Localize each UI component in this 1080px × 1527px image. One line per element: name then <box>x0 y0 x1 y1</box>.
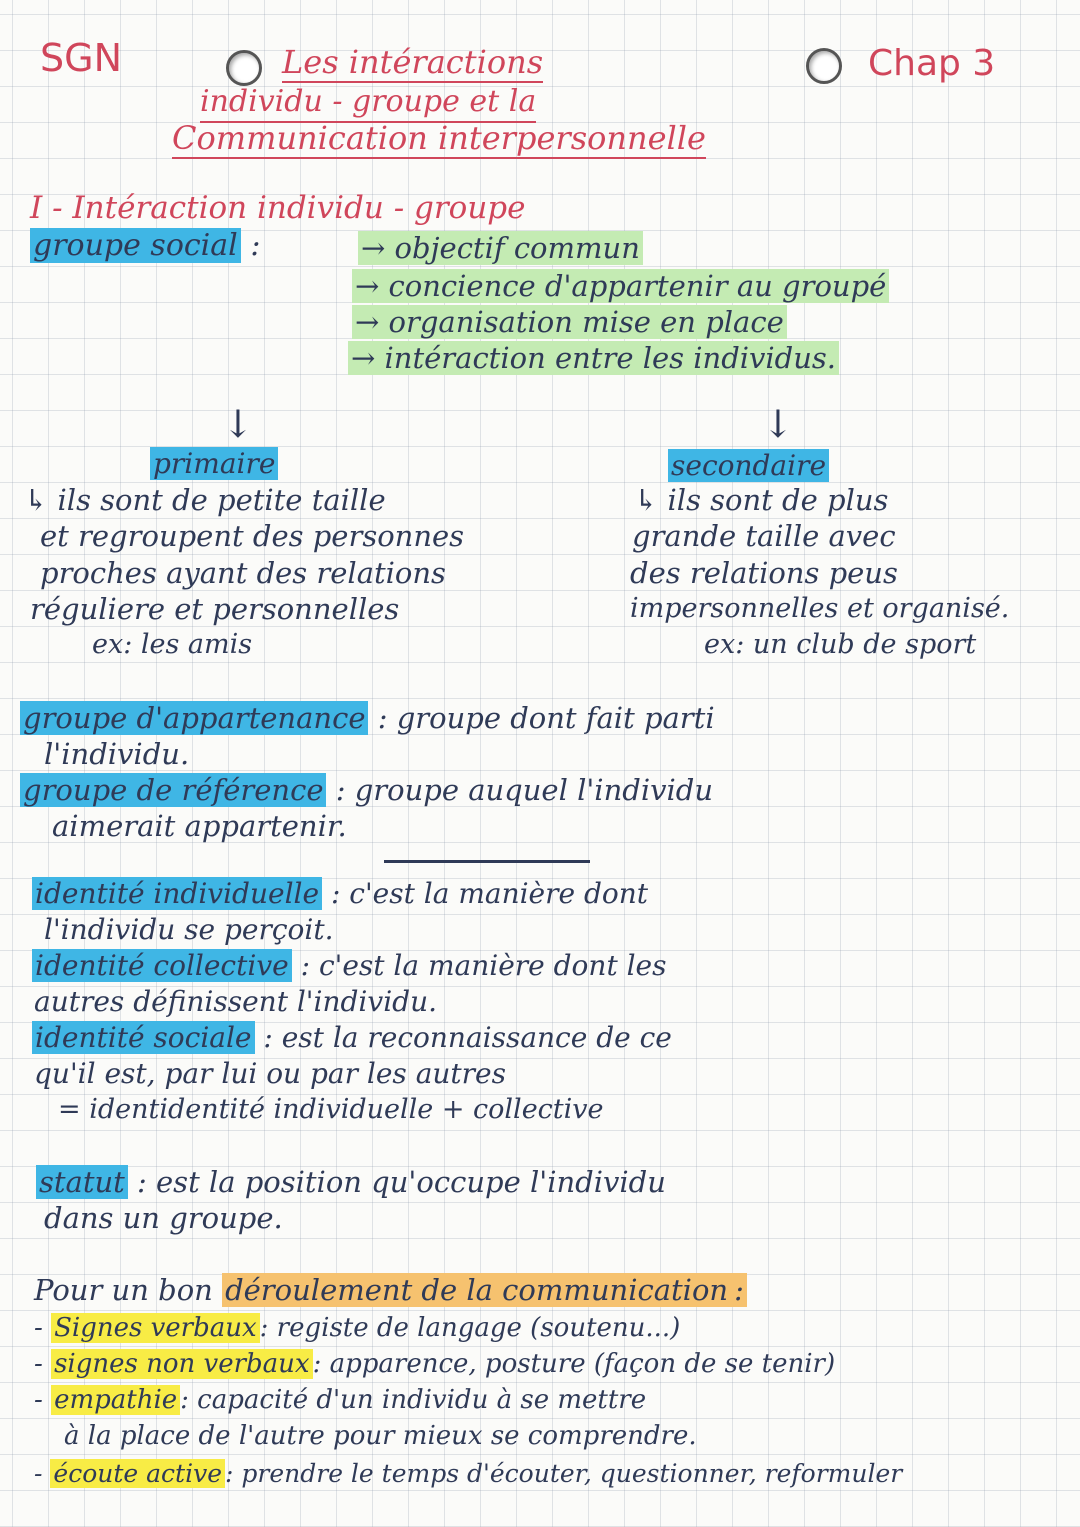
identite-collective-cont: autres définissent l'individu. <box>34 985 438 1018</box>
secondaire-line: grande taille avec <box>632 519 896 553</box>
identite-individuelle-cont: l'individu se perçoit. <box>44 913 334 946</box>
page-title-line1: Les intéractions <box>282 43 544 81</box>
primaire-term: primaire <box>150 446 278 482</box>
punch-hole-right <box>806 48 842 84</box>
primaire-example: ex: les amis <box>92 629 253 660</box>
statut-definition-cont: dans un groupe. <box>44 1201 283 1235</box>
identite-collective: identité collective : c'est la manière dont les <box>32 948 667 984</box>
page-title-line2: individu - groupe et la <box>200 84 536 123</box>
subject-label: SGN <box>40 36 122 80</box>
communication-item: - écoute active : prendre le temps d'écouter, questionner, reformuler <box>34 1459 903 1488</box>
identite-individuelle: identité individuelle : c'est la manière dont <box>32 876 648 912</box>
secondaire-line: des relations peus <box>630 556 898 590</box>
identite-sociale-cont: qu'il est, par lui ou par les autres <box>34 1057 506 1090</box>
arrow-down-icon: ↓ <box>222 402 254 446</box>
groupe-social-item: → concience d'appartenir au groupé <box>352 268 889 304</box>
primaire-line: et regroupent des personnes <box>40 519 465 553</box>
secondaire-line: impersonnelles et organisé. <box>630 593 1010 624</box>
groupe-social-item: → objectif commun <box>358 230 643 266</box>
page-title-line3: Communication interpersonnelle <box>172 119 706 157</box>
groupe-social-item: → organisation mise en place <box>352 304 787 340</box>
groupe-social-term: groupe social : <box>30 228 260 264</box>
separator-line <box>384 860 590 863</box>
communication-heading: Pour un bon déroulement de la communication : <box>34 1272 747 1308</box>
secondaire-example: ex: un club de sport <box>704 629 977 660</box>
section-heading: I - Intéraction individu - groupe <box>30 190 526 226</box>
secondaire-line: ↳ ils sont de plus <box>634 483 889 517</box>
secondaire-term: secondaire <box>668 448 829 484</box>
chapter-label: Chap 3 <box>868 43 996 84</box>
communication-item: - signes non verbaux : apparence, posture (façon de se tenir) <box>34 1349 836 1379</box>
definition-appartenance: groupe d'appartenance : groupe dont fait parti <box>20 700 715 736</box>
identite-sociale-formula: = identidentité individuelle + collective <box>58 1094 604 1125</box>
primaire-line: proches ayant des relations <box>40 556 446 590</box>
definition-appartenance-cont: l'individu. <box>44 737 190 771</box>
communication-item: - empathie : capacité d'un individu à se mettre <box>34 1385 647 1415</box>
groupe-social-item: → intéraction entre les individus. <box>348 340 839 376</box>
identite-sociale: identité sociale : est la reconnaissance de ce <box>32 1020 672 1056</box>
punch-hole-left <box>226 50 262 86</box>
statut-definition: statut : est la position qu'occupe l'individu <box>36 1164 666 1200</box>
communication-item-cont: à la place de l'autre pour mieux se comprendre. <box>64 1421 697 1451</box>
primaire-line: ↳ ils sont de petite taille <box>24 483 386 517</box>
definition-reference: groupe de référence : groupe auquel l'individu <box>20 772 713 808</box>
arrow-down-icon: ↓ <box>762 402 794 446</box>
communication-item: - Signes verbaux : registe de langage (soutenu...) <box>34 1313 681 1343</box>
primaire-line: réguliere et personnelles <box>30 592 400 626</box>
definition-reference-cont: aimerait appartenir. <box>52 809 347 843</box>
